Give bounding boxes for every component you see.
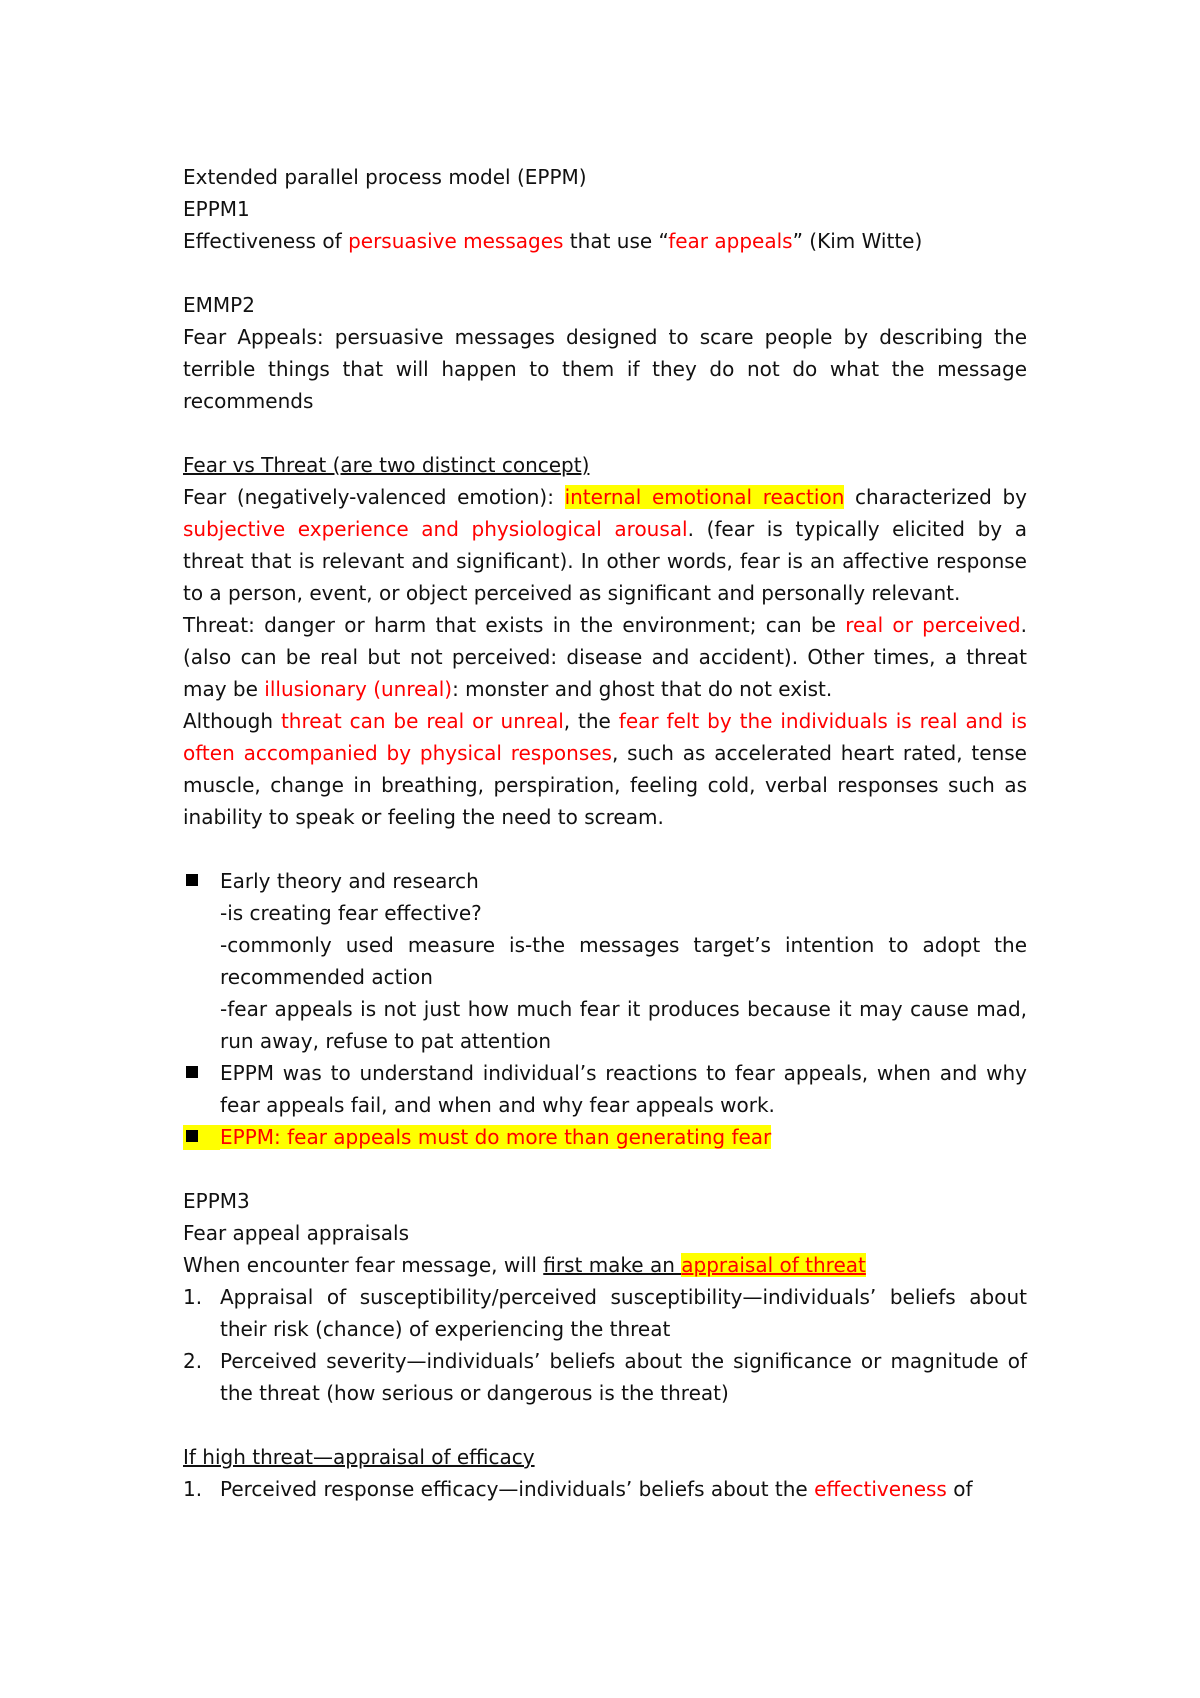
square-bullet-icon [186, 1130, 198, 1142]
numbered-item [183, 1345, 1027, 1409]
list-number: 2. [183, 1349, 203, 1373]
eppm1-paragraph: Effectiveness of persuasive messages that use “fear appeals” (Kim Witte) [183, 229, 923, 253]
appraisals-subtitle: Fear appeal appraisals [183, 1221, 410, 1245]
list-number: 1. [183, 1285, 203, 1309]
numbered-item [183, 1281, 1027, 1345]
bullet-item-eppm-highlight [183, 1121, 1027, 1153]
section-label-emmp2: EMMP2 [183, 293, 255, 317]
fear-paragraph: Fear (negatively-valenced emotion): internal emotional reaction characterized by subjective experience and physiological arousal. (fear is typically elicited by a threat that is relevant and significant). In other words, fear is an affective response to a person, event, or object perceived as significant and personally relevant. [183, 485, 1027, 605]
square-bullet-icon [186, 874, 198, 886]
square-bullet-icon [186, 1066, 198, 1078]
list-item-text: Perceived response efficacy—individuals’ beliefs about the effectiveness of [220, 1477, 973, 1501]
list-item-text: Appraisal of susceptibility/perceived susceptibility—individuals’ beliefs about their risk (chance) of experiencing the threat [220, 1285, 1027, 1341]
fear-vs-threat-title: Fear vs Threat (are two distinct concept) [183, 453, 590, 477]
bullet-item-eppm-purpose [183, 1057, 1027, 1121]
document-page [183, 161, 1027, 1505]
threat-paragraph: Threat: danger or harm that exists in the environment; can be real or perceived. (also can be real but not perceived: disease and accident). Other times, a threat may be illusionary (unreal): monster and ghost that do not exist. [183, 613, 1027, 701]
section-label-eppm3: EPPM3 [183, 1189, 250, 1213]
bullet-text: EPPM was to understand individual’s reactions to fear appeals, when and why fear appeals fail, and when and why fear appeals work. [220, 1061, 1027, 1117]
list-number: 1. [183, 1477, 203, 1501]
bullet-subline: -is creating fear effective? [220, 901, 482, 925]
appraisal-intro: When encounter fear message, will first make an appraisal of threat [183, 1253, 866, 1277]
although-paragraph: Although threat can be real or unreal, the fear felt by the individuals is real and is often accompanied by physical responses, such as accelerated heart rated, tense muscle, change in breathing, perspiration, feeling cold, verbal responses such as inability to speak or feeling the need to scream. [183, 709, 1027, 829]
document-title: Extended parallel process model (EPPM) [183, 165, 587, 189]
bullet-subline: -commonly used measure is-the messages target’s intention to adopt the recommended action [220, 933, 1027, 989]
bullet-subline: -fear appeals is not just how much fear it produces because it may cause mad, run away, refuse to pat attention [220, 997, 1027, 1053]
bullet-text: EPPM: fear appeals must do more than generating fear [220, 1125, 772, 1149]
fear-appeals-definition: Fear Appeals: persuasive messages designed to scare people by describing the terrible things that will happen to them if they do not do what the message recommends [183, 325, 1027, 413]
bullet-text: Early theory and research [220, 869, 479, 893]
section-label-eppm1: EPPM1 [183, 197, 250, 221]
efficacy-title: If high threat—appraisal of efficacy [183, 1445, 535, 1469]
numbered-item [183, 1473, 1027, 1505]
list-item-text: Perceived severity—individuals’ beliefs about the significance or magnitude of the threat (how serious or dangerous is the threat) [220, 1349, 1027, 1405]
bullet-item-early-theory [183, 865, 1027, 1057]
